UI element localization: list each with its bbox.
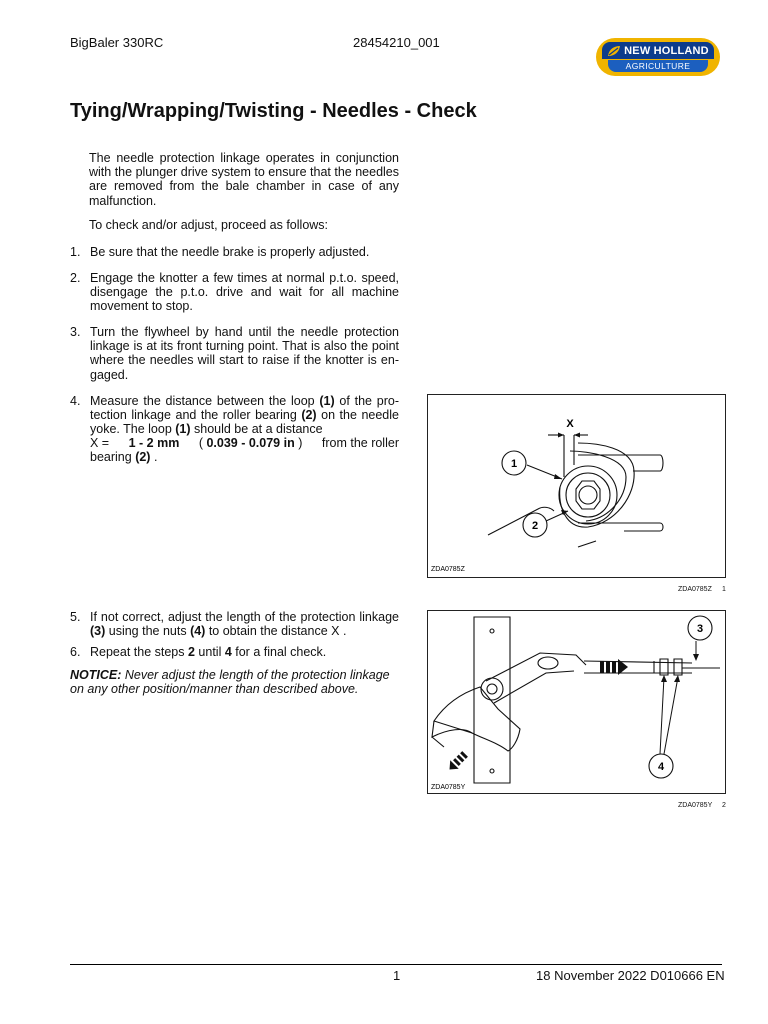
figure-2-caption-code: ZDA0785Y: [678, 802, 713, 809]
logo-sub: AGRICULTURE: [608, 60, 708, 72]
step-text: Engage the knotter a few times at normal p.t.o. speed, disengage the p.t.o. drive and wait for all machine movement to stop.: [90, 271, 399, 314]
callout-1-label: 1: [510, 458, 518, 470]
notice-text: Never adjust the length of the protection linkage on any other position/manner than described above.: [70, 668, 390, 697]
distance-spec: X = 1 - 2 mm ( 0.039 - 0.079 in ) from the roller: [90, 436, 399, 450]
step-text: Repeat the steps 2 until 4 for a final check.: [90, 645, 327, 659]
step-text: Measure the distance between the loop (1) of the protection linkage and the roller bearing (2) on the needle yoke. The loop (1) should be at a distance: [90, 394, 399, 437]
header-model: BigBaler 330RC: [70, 35, 164, 50]
footer-date-doc: 18 November 2022 D010666 EN: [536, 968, 725, 983]
figure-1-code: ZDA0785Z: [431, 566, 465, 573]
step-number: 1.: [70, 245, 81, 259]
figure-2-code: ZDA0785Y: [431, 784, 466, 791]
callout-4-label: 4: [657, 761, 665, 773]
new-holland-logo: [596, 38, 720, 76]
page-title: Tying/Wrapping/Twisting - Needles - Check: [70, 100, 477, 122]
header-doc-number: 28454210_001: [353, 35, 440, 50]
figure-1-caption-num: 1: [722, 586, 726, 593]
figure-1-caption-code: ZDA0785Z: [678, 586, 712, 593]
step-text: If not correct, adjust the length of the protection linkage (3) using the nuts (4) to obtain the distance X .: [90, 610, 399, 639]
page-number: 1: [393, 968, 401, 983]
step-number: 4.: [70, 394, 81, 408]
figure-2: [427, 610, 726, 794]
step-number: 2.: [70, 271, 81, 285]
step-text: Turn the flywheel by hand until the needle protection linkage is at its front turning point. That is also the point where the needles will start to raise if the knotter is engaged.: [90, 325, 399, 382]
logo-brand: NEW HOLLAND: [624, 44, 709, 57]
protection-linkage-diagram: [428, 611, 725, 793]
notice: [70, 668, 400, 696]
figure-2-caption-num: 2: [722, 802, 726, 809]
figure-1: [427, 394, 726, 578]
step-number: 5.: [70, 610, 81, 624]
callout-3-label: 3: [696, 623, 704, 635]
footer-divider: [70, 964, 722, 965]
callout-2-label: 2: [531, 520, 539, 532]
step-number: 6.: [70, 645, 81, 659]
step-number: 3.: [70, 325, 81, 339]
step-text: Be sure that the needle brake is properly adjusted.: [90, 245, 370, 259]
dimension-x-label: X: [566, 418, 574, 430]
intro-paragraph: The needle protection linkage operates in conjunction with the plunger drive system to ensure that the needles are removed from the bale chamber in case of any malfunction.: [89, 151, 399, 208]
distance-spec-end: bearing (2) .: [90, 450, 158, 464]
notice-label: NOTICE:: [70, 668, 122, 682]
leaf-icon: [607, 45, 621, 57]
loop-bearing-diagram: [428, 395, 725, 577]
intro-proceed: To check and/or adjust, proceed as follows:: [89, 218, 329, 232]
